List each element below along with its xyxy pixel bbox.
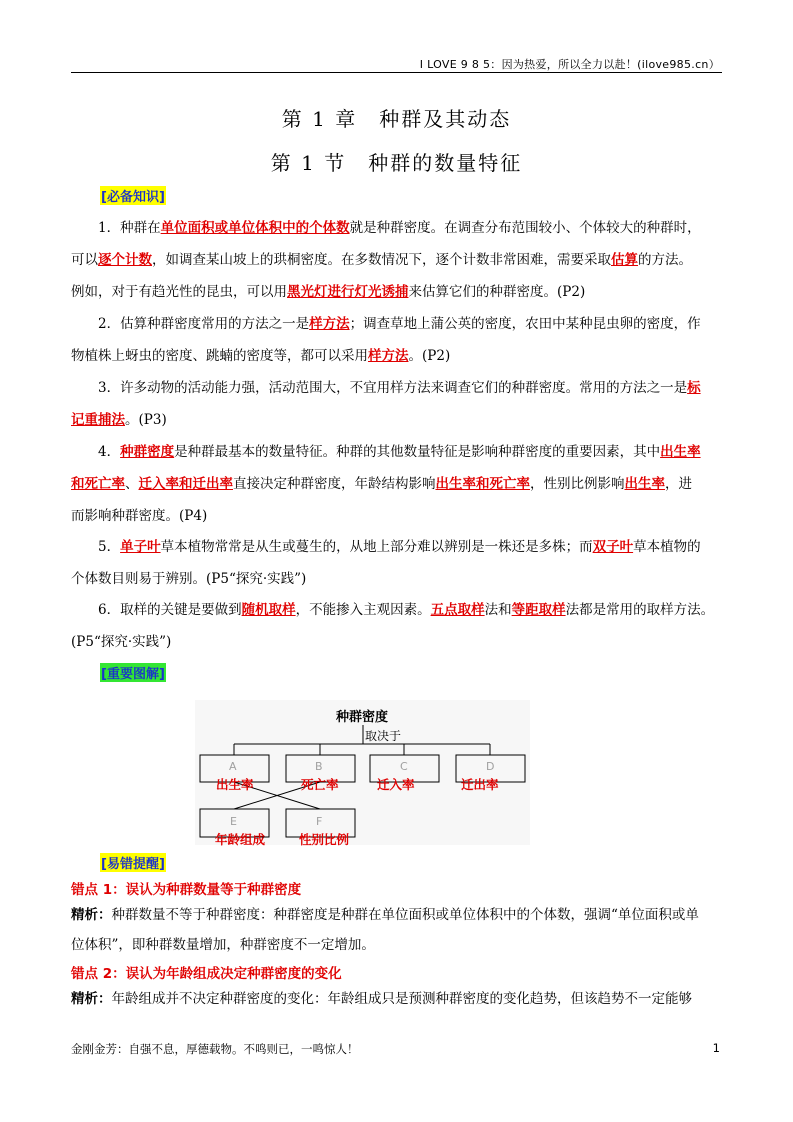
box-letter-b: B — [315, 760, 323, 773]
key-term: 和死亡率 — [71, 476, 125, 492]
population-density-diagram — [195, 700, 530, 845]
key-term: 五点取样 — [430, 602, 485, 618]
text: 可以 — [71, 252, 98, 268]
diagram-decides-label: 取决于 — [365, 729, 402, 743]
key-term: 等距取样 — [511, 602, 566, 618]
text: ，性别比例影响 — [530, 476, 625, 492]
text: 草本植物常常是从生或蔓生的，从地上部分难以辨别是一株还是多株；而 — [160, 539, 593, 555]
text: 例如，对于有趋光性的昆虫，可以用 — [71, 284, 287, 300]
text: 草本植物的 — [633, 539, 701, 555]
box-label-a: 出生率 — [216, 777, 254, 792]
analysis-label: 精析： — [71, 907, 112, 923]
chapter-name: 种群及其动态 — [379, 107, 512, 131]
text: 。(P2) — [408, 348, 451, 364]
key-term: 出生率 — [624, 476, 665, 492]
box-letter-c: C — [400, 760, 408, 773]
text: 来估算它们的种群密度。(P2) — [408, 284, 586, 300]
key-term: 出生率 — [660, 444, 701, 460]
key-term: 黑光灯进行灯光诱捕 — [287, 284, 409, 300]
mistake-1-analysis — [71, 900, 723, 960]
diagram-title: 种群密度 — [336, 710, 389, 725]
header-rule — [71, 72, 722, 73]
key-term: 种群密度 — [120, 444, 175, 460]
key-term: 样方法 — [368, 348, 409, 364]
text: 2．估算种群密度常用的方法之一是 — [98, 316, 310, 332]
footer-motto: 金刚金芳：自强不息，厚德载物。不鸣则已，一鸣惊人！ — [71, 1042, 359, 1056]
section-number: 第 1 节 — [270, 151, 347, 175]
chapter-number: 第 1 章 — [281, 107, 358, 131]
key-term: 记重捕法 — [71, 412, 125, 428]
text: 5． — [98, 539, 121, 555]
text: 。(P3) — [125, 412, 167, 428]
text: ，进 — [665, 476, 692, 492]
box-label-b: 死亡率 — [301, 777, 339, 792]
text: 1．种群在 — [98, 220, 161, 236]
analysis-label: 精析： — [71, 991, 112, 1007]
section-name: 种群的数量特征 — [368, 151, 523, 175]
tag-required-knowledge: [必备知识] — [100, 186, 166, 205]
knowledge-point-5 — [71, 531, 723, 595]
text: ，不能掺入主观因素。 — [295, 602, 431, 618]
box-letter-f: F — [316, 815, 323, 828]
mistake-2-title: 错点 2：误认为年龄组成决定种群密度的变化 — [71, 966, 342, 982]
key-term: 迁入率和迁出率 — [138, 476, 233, 492]
mistake-2-analysis — [71, 984, 723, 1014]
box-letter-e: E — [230, 815, 237, 828]
knowledge-point-3 — [71, 372, 723, 436]
text: 位体积”，即种群数量增加，种群密度不一定增加。 — [71, 937, 375, 953]
text: 的方法。 — [638, 252, 692, 268]
key-term: 出生率和死亡率 — [435, 476, 530, 492]
mistake-1-title: 错点 1：误认为种群数量等于种群密度 — [71, 882, 302, 898]
text: 4． — [98, 444, 121, 460]
text: 、 — [125, 476, 139, 492]
knowledge-point-2 — [71, 308, 723, 372]
text: 年龄组成并不决定种群密度的变化：年龄组成只是预测种群密度的变化趋势，但该趋势不一定能够 — [111, 991, 692, 1007]
text: 而影响种群密度。(P4) — [71, 508, 208, 524]
knowledge-point-4 — [71, 436, 723, 532]
box-label-f: 性别比例 — [299, 832, 350, 847]
text: 种群数量不等于种群密度：种群密度是种群在单位面积或单位体积中的个体数，强调“单位面积或单 — [111, 907, 699, 923]
text: ；调查草地上蒲公英的密度，农田中某种昆虫卵的密度，作 — [349, 316, 701, 332]
key-term: 逐个计数 — [98, 252, 152, 268]
text: 是种群最基本的数量特征。种群的其他数量特征是影响种群密度的重要因素，其中 — [174, 444, 661, 460]
tag-key-diagram: [重要图解] — [100, 663, 166, 682]
text: 法和 — [484, 602, 512, 618]
key-term: 单子叶 — [120, 539, 161, 555]
key-term: 样方法 — [309, 316, 350, 332]
text: 法都是常用的取样方法。 — [565, 602, 715, 618]
box-label-c: 迁入率 — [377, 777, 415, 792]
box-label-e: 年龄组成 — [215, 832, 266, 847]
text: 物植株上蚜虫的密度、跳蝻的密度等，都可以采用 — [71, 348, 368, 364]
page-header: I LOVE 9 8 5：因为热爱，所以全力以赴！(ilove985.cn） — [419, 58, 720, 71]
key-term: 估算 — [611, 252, 638, 268]
box-letter-a: A — [229, 760, 237, 773]
box-label-d: 迁出率 — [461, 777, 499, 792]
chapter-title — [0, 103, 793, 132]
text: 直接决定种群密度，年龄结构影响 — [233, 476, 436, 492]
text: (P5“探究·实践”) — [71, 634, 172, 650]
key-term: 双子叶 — [592, 539, 634, 555]
key-term: 标 — [687, 380, 701, 396]
page-number: 1 — [712, 1041, 720, 1055]
knowledge-point-6 — [71, 594, 723, 658]
text: 就是种群密度。在调查分布范围较小、个体较大的种群时， — [349, 220, 701, 236]
key-term: 单位面积或单位体积中的个体数 — [160, 220, 350, 236]
tag-common-mistakes: [易错提醒] — [100, 853, 166, 872]
text: 个体数目则易于辨别。(P5“探究·实践”) — [71, 571, 307, 587]
section-title — [0, 147, 793, 176]
text: ，如调查某山坡上的珙桐密度。在多数情况下，逐个计数非常困难，需要采取 — [152, 252, 611, 268]
knowledge-point-1 — [71, 212, 723, 308]
key-term: 随机取样 — [241, 602, 296, 618]
box-letter-d: D — [486, 760, 495, 773]
text: 6．取样的关键是要做到 — [98, 602, 242, 618]
text: 3．许多动物的活动能力强，活动范围大，不宜用样方法来调查它们的种群密度。常用的方法之一是 — [98, 380, 688, 396]
